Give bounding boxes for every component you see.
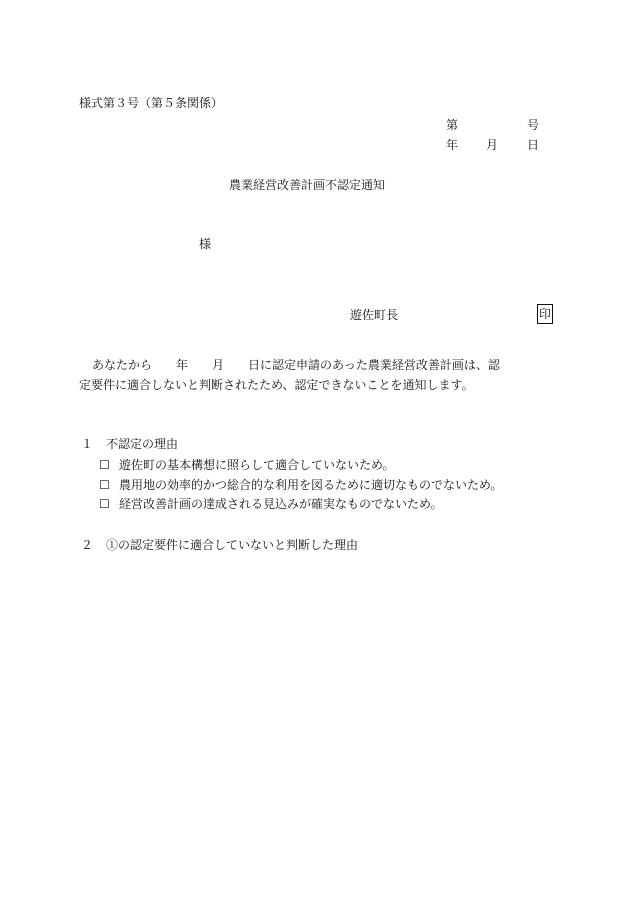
seal-mark: 印 <box>537 304 553 324</box>
section-2-heading: ①の認定要件に適合していないと判断した理由 <box>106 538 359 552</box>
document-number-suffix: 号 <box>527 118 540 132</box>
date-day-label: 日 <box>527 138 540 152</box>
section-2-number: ２ <box>81 538 94 552</box>
date-month-label: 月 <box>486 138 499 152</box>
section-1-heading: 不認定の理由 <box>106 437 179 451</box>
reason-item-2: 農用地の効率的かつ総合的な利用を図るために適切なものでないため。 <box>119 478 503 492</box>
section-1-number: １ <box>81 437 94 451</box>
checkbox-icon[interactable]: ☐ <box>99 458 110 472</box>
checkbox-icon[interactable]: ☐ <box>99 497 110 511</box>
addressee-suffix: 様 <box>199 237 212 251</box>
form-number: 様式第３号（第５条関係） <box>79 96 224 110</box>
document-title: 農業経営改善計画不認定通知 <box>229 178 386 192</box>
issuer-name: 遊佐町長 <box>350 308 399 322</box>
checkbox-icon[interactable]: ☐ <box>99 478 110 492</box>
reason-item-3: 経営改善計画の達成される見込みが確実なものでないため。 <box>119 497 443 511</box>
body-line-2: 定要件に適合しないと判断されたため、認定できないことを通知します。 <box>79 378 474 392</box>
body-line-1: あなたから 年 月 日に認定申請のあった農業経営改善計画は、認 <box>92 358 500 372</box>
reason-item-1: 遊佐町の基本構想に照らして適合していないため。 <box>119 458 395 472</box>
document-number-prefix: 第 <box>446 118 459 132</box>
date-year-label: 年 <box>446 138 459 152</box>
